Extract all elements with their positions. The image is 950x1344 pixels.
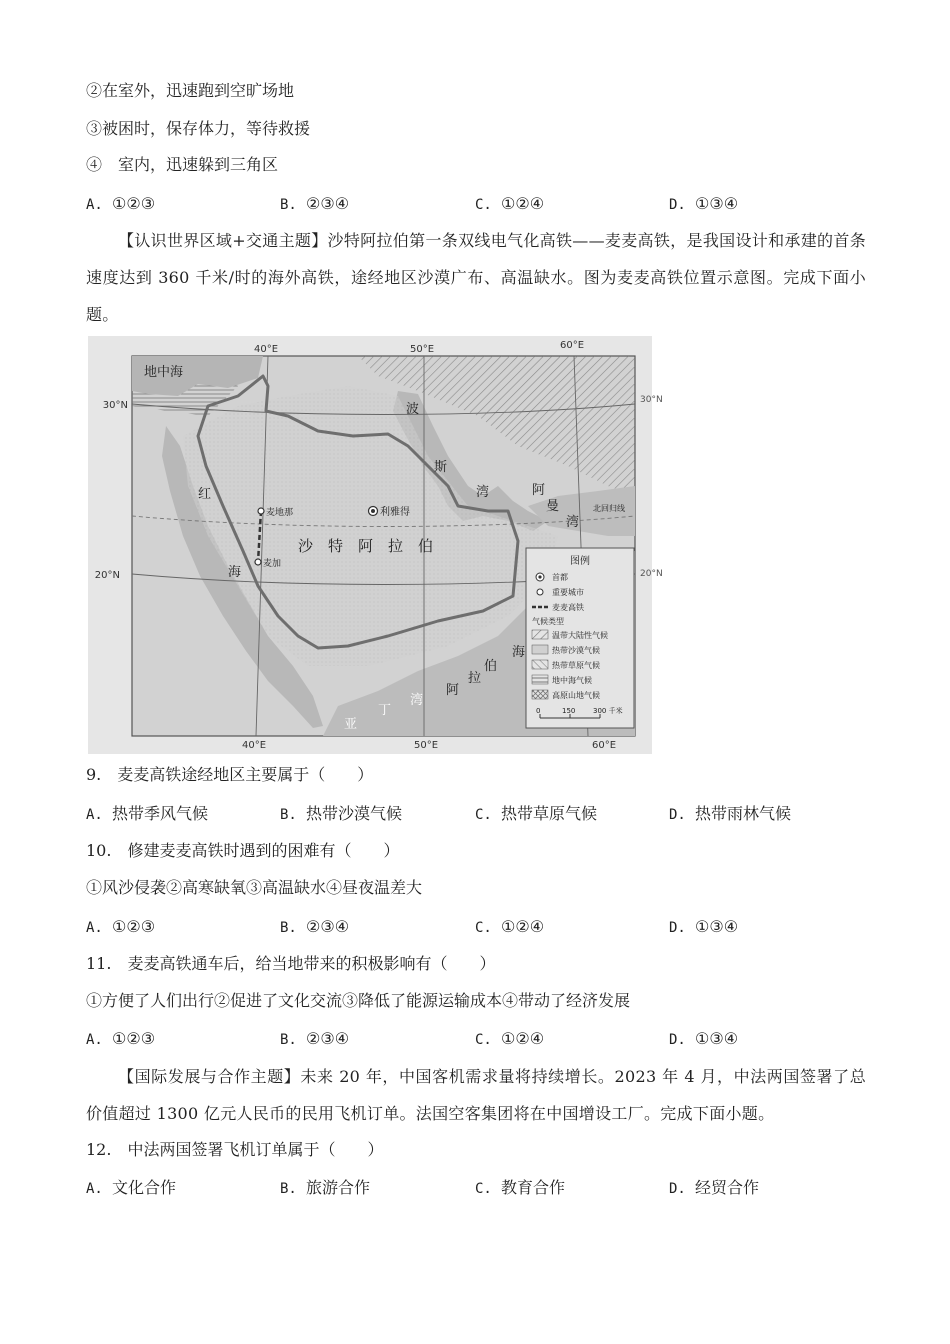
q11-option-b[interactable]: B. ②③④ bbox=[280, 1029, 350, 1048]
answer-item-3: ③被困时，保存体力，等待救援 bbox=[86, 119, 311, 138]
legend-climate-title: 气候类型 bbox=[532, 617, 564, 626]
label-persian-2: 斯 bbox=[434, 460, 448, 475]
label-aden-3: 湾 bbox=[410, 693, 424, 708]
lon-label-top-60: 60°E bbox=[559, 340, 585, 351]
mecca-marker bbox=[255, 559, 261, 565]
legend-city: 重要城市 bbox=[552, 588, 584, 597]
label-arabian-2: 伯 bbox=[484, 659, 498, 674]
q11-option-d[interactable]: D. ①③④ bbox=[669, 1029, 739, 1048]
lon-label-bottom-50: 50°E bbox=[413, 740, 439, 751]
riyadh-marker-dot bbox=[371, 509, 375, 513]
label-arabian-3: 拉 bbox=[468, 671, 482, 686]
q12-option-d[interactable]: D. 经贸合作 bbox=[669, 1178, 760, 1197]
label-aden-2: 丁 bbox=[378, 703, 392, 718]
q8-option-d[interactable]: D. ①③④ bbox=[669, 194, 739, 213]
lat-label-20: 20°N bbox=[94, 570, 120, 581]
label-arabian-4: 阿 bbox=[446, 683, 460, 698]
lat-label-30: 30°N bbox=[102, 400, 128, 411]
q9-option-c[interactable]: C. 热带草原气候 bbox=[475, 804, 598, 823]
q12-options bbox=[86, 1178, 866, 1198]
q10-items: ①风沙侵袭②高寒缺氧③高温缺水④昼夜温差大 bbox=[86, 878, 423, 897]
label-mecca: 麦加 bbox=[263, 559, 282, 569]
q10-option-a[interactable]: A. ①②③ bbox=[86, 917, 156, 936]
q9-option-a[interactable]: A. 热带季风气候 bbox=[86, 804, 209, 823]
q8-option-b[interactable]: B. ②③④ bbox=[280, 194, 350, 213]
lon-label-top-40: 40°E bbox=[253, 344, 279, 355]
label-arabian-1: 海 bbox=[512, 645, 526, 660]
q12-option-a[interactable]: A. 文化合作 bbox=[86, 1178, 177, 1197]
label-tropic: 北回归线 bbox=[593, 504, 625, 513]
answer-item-4: ④ 室内，迅速躲到三角区 bbox=[86, 155, 279, 174]
q12-option-c[interactable]: C. 教育合作 bbox=[475, 1178, 566, 1197]
q12-stem: 12. 中法两国签署飞机订单属于（ ） bbox=[86, 1140, 384, 1159]
answer-item-2: ②在室外，迅速跑到空旷场地 bbox=[86, 81, 295, 100]
label-oman-1: 阿 bbox=[532, 483, 546, 498]
legend-scale-300: 300 千米 bbox=[593, 707, 623, 715]
lon-label-top-50: 50°E bbox=[409, 344, 435, 355]
q10-option-c[interactable]: C. ①②④ bbox=[475, 917, 545, 936]
q10-options bbox=[86, 917, 866, 937]
legend-capital: 首都 bbox=[552, 573, 568, 582]
legend-scale-150: 150 bbox=[562, 707, 576, 715]
q8-options bbox=[86, 194, 866, 214]
lat-label-20-right: 20°N bbox=[640, 569, 663, 579]
label-saudi: 沙 特 阿 拉 伯 bbox=[298, 537, 434, 555]
label-medina: 麦地那 bbox=[266, 508, 294, 518]
legend-climate-plateau: 高原山地气候 bbox=[552, 691, 600, 700]
label-red-sea-1: 红 bbox=[198, 487, 212, 502]
intro-paragraph-1: 【认识世界区域+交通主题】沙特阿拉伯第一条双线电气化高铁——麦麦高铁，是我国设计和承建的首条速度达到 360 千米/时的海外高铁，途经地区沙漠广布、高温缺水。图为麦麦高铁位置示意图。完成下面小题。 bbox=[86, 231, 866, 324]
label-riyadh: 利雅得 bbox=[380, 507, 410, 518]
q10-option-b[interactable]: B. ②③④ bbox=[280, 917, 350, 936]
q11-items: ①方便了人们出行②促进了文化交流③降低了能源运输成本④带动了经济发展 bbox=[86, 991, 631, 1010]
q11-options bbox=[86, 1029, 866, 1049]
legend-climate-desert: 热带沙漠气候 bbox=[552, 646, 600, 655]
label-mediterranean: 地中海 bbox=[144, 365, 184, 380]
q9-options bbox=[86, 804, 866, 824]
legend-title: 图例 bbox=[570, 556, 590, 567]
q9-option-d[interactable]: D. 热带雨林气候 bbox=[669, 804, 792, 823]
legend-climate-savanna: 热带草原气候 bbox=[552, 661, 600, 670]
q9-stem: 9. 麦麦高铁途经地区主要属于（ ） bbox=[86, 765, 374, 784]
label-aden-1: 亚 bbox=[344, 717, 358, 732]
legend-climate-mediterranean: 地中海气候 bbox=[552, 676, 592, 685]
q9-option-b[interactable]: B. 热带沙漠气候 bbox=[280, 804, 403, 823]
lat-label-30-right: 30°N bbox=[640, 395, 663, 405]
q10-stem: 10. 修建麦麦高铁时遇到的困难有（ ） bbox=[86, 841, 400, 860]
lon-label-bottom-40: 40°E bbox=[241, 740, 267, 751]
medina-marker bbox=[258, 508, 264, 514]
legend-scale-0: 0 bbox=[536, 707, 541, 715]
map-legend bbox=[526, 548, 634, 728]
legend-railway: 麦麦高铁 bbox=[552, 603, 584, 612]
label-oman-3: 湾 bbox=[566, 515, 580, 530]
label-oman-2: 曼 bbox=[546, 499, 560, 514]
lon-label-bottom-60: 60°E bbox=[591, 740, 617, 751]
label-red-sea-2: 海 bbox=[228, 565, 242, 580]
q11-stem: 11. 麦麦高铁通车后，给当地带来的积极影响有（ ） bbox=[86, 954, 496, 973]
railway-location-map bbox=[88, 336, 663, 754]
label-persian-3: 湾 bbox=[476, 485, 490, 500]
q10-option-d[interactable]: D. ①③④ bbox=[669, 917, 739, 936]
q8-option-c[interactable]: C. ①②④ bbox=[475, 194, 545, 213]
q11-option-a[interactable]: A. ①②③ bbox=[86, 1029, 156, 1048]
legend-climate-temperate: 温带大陆性气候 bbox=[552, 631, 608, 640]
intro-paragraph-2: 【国际发展与合作主题】未来 20 年，中国客机需求量将持续增长。2023 年 4 月，中法两国签署了总价值超过 1300 亿元人民币的民用飞机订单。法国空客集团将在中国增设工厂。完成下面小题。 bbox=[86, 1067, 866, 1123]
q12-option-b[interactable]: B. 旅游合作 bbox=[280, 1178, 371, 1197]
q8-option-a[interactable]: A. ①②③ bbox=[86, 194, 156, 213]
q11-option-c[interactable]: C. ①②④ bbox=[475, 1029, 545, 1048]
label-persian-1: 波 bbox=[406, 402, 420, 417]
